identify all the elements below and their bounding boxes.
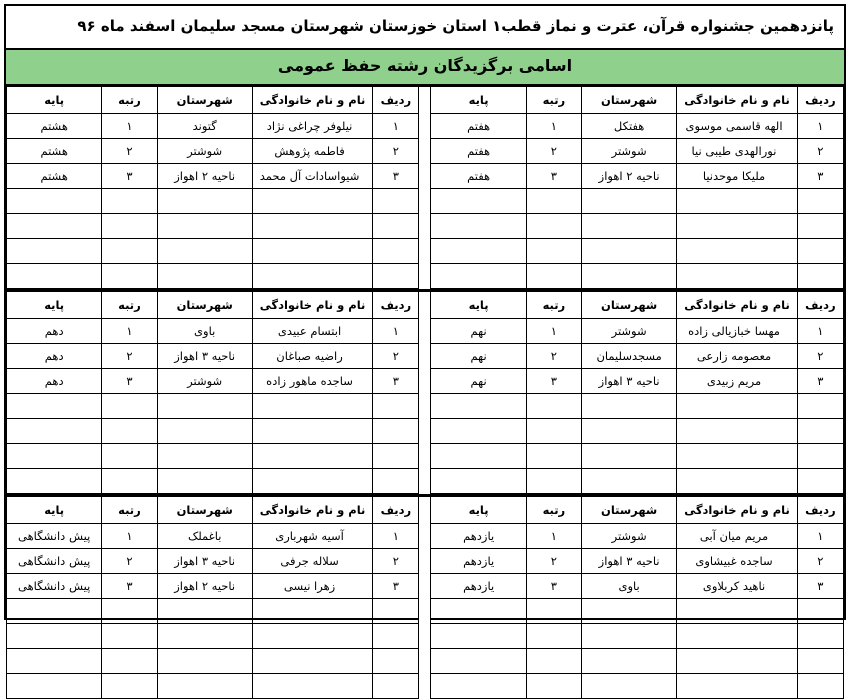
column-header-grade: پایه — [431, 87, 526, 114]
cell-city: شوشتر — [157, 139, 252, 164]
cell-city: ناحیه ۳ اهواز — [581, 369, 676, 394]
cell-row: ۳ — [797, 574, 843, 599]
cell-grade — [431, 599, 526, 624]
cell-grade — [431, 239, 526, 264]
table-row — [7, 549, 844, 574]
cell-city — [581, 189, 676, 214]
section-divider — [419, 497, 431, 524]
cell-rank — [102, 394, 157, 419]
cell-city — [157, 394, 252, 419]
cell-name — [252, 469, 372, 494]
cell-row: ۲ — [797, 344, 843, 369]
column-header-city: شهرستان — [157, 292, 252, 319]
cell-grade — [7, 189, 102, 214]
cell-city: شوشتر — [581, 524, 676, 549]
section-divider — [419, 599, 431, 624]
cell-name: ساجده غبیشاوی — [677, 549, 797, 574]
cell-name — [252, 649, 372, 674]
cell-row — [373, 214, 419, 239]
cell-rank — [526, 239, 581, 264]
cell-rank — [526, 264, 581, 289]
cell-grade — [431, 444, 526, 469]
cell-city: باغملک — [157, 524, 252, 549]
cell-rank — [526, 624, 581, 649]
cell-grade — [7, 239, 102, 264]
cell-grade: یازدهم — [431, 524, 526, 549]
section-divider — [419, 239, 431, 264]
cell-name — [252, 264, 372, 289]
table-row — [7, 574, 844, 599]
cell-name — [252, 239, 372, 264]
cell-grade — [431, 674, 526, 699]
cell-name — [252, 214, 372, 239]
cell-grade — [7, 469, 102, 494]
results-sheet — [4, 4, 846, 620]
cell-city — [157, 674, 252, 699]
table-header-row — [7, 292, 844, 319]
cell-grade: هفتم — [431, 114, 526, 139]
column-header-city: شهرستان — [581, 497, 676, 524]
cell-rank: ۲ — [102, 344, 157, 369]
cell-row: ۳ — [373, 164, 419, 189]
table-row — [7, 239, 844, 264]
cell-rank: ۲ — [102, 549, 157, 574]
cell-city — [157, 264, 252, 289]
cell-city: ناحیه ۲ اهواز — [157, 164, 252, 189]
cell-name — [252, 624, 372, 649]
cell-name: ابتسام عبیدی — [252, 319, 372, 344]
cell-city — [157, 469, 252, 494]
cell-grade — [431, 624, 526, 649]
section-divider — [419, 214, 431, 239]
cell-name: نیلوفر چراغی نژاد — [252, 114, 372, 139]
column-header-name: نام و نام خانوادگی — [677, 292, 797, 319]
column-header-rank: رتبه — [102, 497, 157, 524]
cell-grade: نهم — [431, 369, 526, 394]
cell-grade — [7, 419, 102, 444]
cell-row: ۱ — [797, 524, 843, 549]
column-header-rank: رتبه — [526, 292, 581, 319]
cell-name — [677, 264, 797, 289]
cell-rank — [102, 239, 157, 264]
cell-rank: ۳ — [526, 164, 581, 189]
cell-name — [252, 444, 372, 469]
cell-name: مریم زبیدی — [677, 369, 797, 394]
results-sections — [6, 86, 844, 699]
cell-grade: هشتم — [7, 139, 102, 164]
cell-grade: دهم — [7, 369, 102, 394]
cell-row — [373, 649, 419, 674]
cell-row: ۳ — [373, 574, 419, 599]
section-divider — [419, 264, 431, 289]
table-row — [7, 264, 844, 289]
section-divider — [419, 574, 431, 599]
cell-rank: ۳ — [526, 369, 581, 394]
column-header-name: نام و نام خانوادگی — [252, 497, 372, 524]
section-divider — [419, 674, 431, 699]
cell-row — [373, 469, 419, 494]
cell-name — [677, 394, 797, 419]
table-row — [7, 164, 844, 189]
cell-city: شوشتر — [157, 369, 252, 394]
cell-name: مهسا خبازیالی زاده — [677, 319, 797, 344]
results-table — [6, 496, 844, 699]
section-divider — [419, 549, 431, 574]
cell-city — [581, 674, 676, 699]
cell-row — [797, 189, 843, 214]
cell-grade: هشتم — [7, 114, 102, 139]
section-divider — [419, 189, 431, 214]
table-row — [7, 319, 844, 344]
cell-rank — [102, 264, 157, 289]
cell-name: ساجده ماهور زاده — [252, 369, 372, 394]
cell-rank — [526, 444, 581, 469]
cell-name — [677, 419, 797, 444]
cell-rank: ۱ — [526, 524, 581, 549]
cell-rank — [526, 394, 581, 419]
cell-grade: پیش دانشگاهی — [7, 524, 102, 549]
column-header-name: نام و نام خانوادگی — [677, 87, 797, 114]
section-divider — [419, 319, 431, 344]
cell-name — [677, 649, 797, 674]
column-header-row: ردیف — [797, 292, 843, 319]
cell-row: ۱ — [797, 114, 843, 139]
column-header-row: ردیف — [797, 87, 843, 114]
column-header-name: نام و نام خانوادگی — [252, 87, 372, 114]
cell-row — [373, 419, 419, 444]
section-divider — [419, 344, 431, 369]
table-row — [7, 674, 844, 699]
cell-row — [373, 444, 419, 469]
cell-name — [252, 674, 372, 699]
cell-grade — [7, 649, 102, 674]
cell-rank — [526, 599, 581, 624]
cell-rank: ۱ — [102, 524, 157, 549]
cell-name — [252, 394, 372, 419]
cell-name — [677, 674, 797, 699]
cell-rank — [102, 444, 157, 469]
cell-grade: پیش دانشگاهی — [7, 574, 102, 599]
results-section — [6, 291, 844, 496]
table-row — [7, 394, 844, 419]
results-table — [6, 86, 844, 289]
table-row — [7, 419, 844, 444]
cell-row — [797, 444, 843, 469]
cell-city: باوی — [157, 319, 252, 344]
cell-row — [797, 599, 843, 624]
cell-rank — [102, 189, 157, 214]
cell-city: ناحیه ۳ اهواز — [157, 549, 252, 574]
cell-name: نورالهدی طیبی نیا — [677, 139, 797, 164]
column-header-grade: پایه — [431, 497, 526, 524]
cell-rank — [102, 214, 157, 239]
cell-city — [157, 624, 252, 649]
cell-city — [581, 394, 676, 419]
table-row — [7, 524, 844, 549]
results-section — [6, 86, 844, 291]
cell-grade: نهم — [431, 344, 526, 369]
cell-city — [581, 419, 676, 444]
cell-row — [373, 599, 419, 624]
cell-city — [157, 419, 252, 444]
column-header-city: شهرستان — [581, 292, 676, 319]
column-header-rank: رتبه — [102, 87, 157, 114]
column-header-city: شهرستان — [581, 87, 676, 114]
cell-rank — [102, 674, 157, 699]
cell-name: مریم میان آبی — [677, 524, 797, 549]
cell-grade: دهم — [7, 344, 102, 369]
cell-row — [797, 624, 843, 649]
cell-row: ۱ — [797, 319, 843, 344]
table-row — [7, 649, 844, 674]
table-row — [7, 214, 844, 239]
cell-name: شیواسادات آل محمد — [252, 164, 372, 189]
section-divider — [419, 649, 431, 674]
cell-name: ناهید کربلاوی — [677, 574, 797, 599]
cell-grade: هفتم — [431, 139, 526, 164]
section-divider — [419, 114, 431, 139]
cell-city: ناحیه ۳ اهواز — [157, 344, 252, 369]
cell-row: ۲ — [373, 549, 419, 574]
cell-rank: ۲ — [526, 139, 581, 164]
table-row — [7, 444, 844, 469]
cell-city — [581, 264, 676, 289]
results-section — [6, 496, 844, 699]
cell-rank: ۲ — [102, 139, 157, 164]
column-header-row: ردیف — [373, 497, 419, 524]
cell-name — [252, 189, 372, 214]
cell-grade: پیش دانشگاهی — [7, 549, 102, 574]
cell-row: ۲ — [797, 549, 843, 574]
cell-city — [157, 649, 252, 674]
cell-name — [677, 599, 797, 624]
cell-grade: یازدهم — [431, 574, 526, 599]
cell-row — [797, 264, 843, 289]
column-header-grade: پایه — [7, 87, 102, 114]
page-title: پانزدهمین جشنواره قرآن، عترت و نماز قطب۱ استان خوزستان شهرستان مسجد سلیمان اسفند ماه ۹۶ — [6, 6, 844, 50]
cell-row: ۲ — [373, 344, 419, 369]
cell-name — [252, 599, 372, 624]
results-table — [6, 291, 844, 494]
column-header-grade: پایه — [7, 292, 102, 319]
cell-city — [157, 444, 252, 469]
cell-grade: یازدهم — [431, 549, 526, 574]
cell-grade: هفتم — [431, 164, 526, 189]
cell-name: سلاله جرفی — [252, 549, 372, 574]
cell-name — [677, 189, 797, 214]
cell-city — [581, 239, 676, 264]
column-header-row: ردیف — [373, 87, 419, 114]
cell-row — [797, 394, 843, 419]
cell-row — [373, 624, 419, 649]
cell-city — [581, 469, 676, 494]
cell-grade — [431, 264, 526, 289]
section-divider — [419, 394, 431, 419]
cell-city: شوشتر — [581, 319, 676, 344]
cell-grade — [7, 624, 102, 649]
cell-grade — [7, 674, 102, 699]
cell-grade: دهم — [7, 319, 102, 344]
cell-grade — [431, 419, 526, 444]
cell-name: راضیه صباغان — [252, 344, 372, 369]
cell-city: ناحیه ۲ اهواز — [157, 574, 252, 599]
column-header-row: ردیف — [797, 497, 843, 524]
cell-grade — [431, 189, 526, 214]
cell-grade — [431, 649, 526, 674]
cell-rank — [102, 649, 157, 674]
cell-rank: ۲ — [526, 344, 581, 369]
cell-row: ۱ — [373, 319, 419, 344]
section-divider — [419, 139, 431, 164]
cell-row: ۲ — [373, 139, 419, 164]
cell-grade — [7, 444, 102, 469]
cell-rank — [526, 419, 581, 444]
cell-rank — [102, 469, 157, 494]
cell-name — [677, 239, 797, 264]
cell-rank: ۱ — [526, 114, 581, 139]
column-header-rank: رتبه — [526, 497, 581, 524]
cell-row: ۲ — [797, 139, 843, 164]
cell-city: هفتکل — [581, 114, 676, 139]
cell-name — [252, 419, 372, 444]
cell-rank — [526, 469, 581, 494]
cell-rank — [526, 674, 581, 699]
cell-name: ملیکا موحدنیا — [677, 164, 797, 189]
cell-grade: نهم — [431, 319, 526, 344]
cell-row: ۱ — [373, 524, 419, 549]
table-row — [7, 469, 844, 494]
cell-rank: ۲ — [526, 549, 581, 574]
cell-row: ۳ — [373, 369, 419, 394]
cell-city: باوی — [581, 574, 676, 599]
table-row — [7, 624, 844, 649]
table-header-row — [7, 497, 844, 524]
cell-city — [157, 189, 252, 214]
cell-city — [581, 624, 676, 649]
cell-rank — [526, 189, 581, 214]
table-row — [7, 114, 844, 139]
cell-city — [157, 239, 252, 264]
cell-rank: ۳ — [102, 369, 157, 394]
cell-grade — [7, 264, 102, 289]
table-row — [7, 139, 844, 164]
cell-rank: ۱ — [102, 114, 157, 139]
cell-grade — [431, 469, 526, 494]
cell-row: ۳ — [797, 164, 843, 189]
cell-row: ۱ — [373, 114, 419, 139]
cell-city: ناحیه ۳ اهواز — [581, 549, 676, 574]
cell-rank — [526, 214, 581, 239]
page-subtitle: اسامی برگزیدگان رشته حفظ عمومی — [6, 50, 844, 86]
cell-rank: ۳ — [102, 164, 157, 189]
cell-name — [677, 444, 797, 469]
cell-city: گتوند — [157, 114, 252, 139]
cell-city: مسجدسلیمان — [581, 344, 676, 369]
cell-row — [797, 239, 843, 264]
cell-row — [797, 674, 843, 699]
cell-row: ۳ — [797, 369, 843, 394]
cell-city: شوشتر — [581, 139, 676, 164]
cell-row — [373, 394, 419, 419]
cell-row — [797, 649, 843, 674]
column-header-city: شهرستان — [157, 497, 252, 524]
section-divider — [419, 469, 431, 494]
cell-row — [797, 469, 843, 494]
table-row — [7, 189, 844, 214]
section-divider — [419, 369, 431, 394]
section-divider — [419, 164, 431, 189]
cell-name — [677, 624, 797, 649]
cell-city — [581, 599, 676, 624]
cell-row — [797, 419, 843, 444]
cell-city — [581, 444, 676, 469]
column-header-city: شهرستان — [157, 87, 252, 114]
cell-city — [581, 649, 676, 674]
column-header-rank: رتبه — [102, 292, 157, 319]
cell-grade — [431, 394, 526, 419]
cell-name — [677, 469, 797, 494]
cell-grade — [7, 394, 102, 419]
column-header-grade: پایه — [7, 497, 102, 524]
cell-rank: ۱ — [526, 319, 581, 344]
cell-name: الهه قاسمی موسوی — [677, 114, 797, 139]
cell-city — [157, 214, 252, 239]
column-header-grade: پایه — [431, 292, 526, 319]
cell-row — [797, 214, 843, 239]
cell-city — [157, 599, 252, 624]
column-header-name: نام و نام خانوادگی — [252, 292, 372, 319]
cell-grade — [7, 214, 102, 239]
cell-rank — [102, 624, 157, 649]
cell-row — [373, 189, 419, 214]
cell-city — [581, 214, 676, 239]
cell-name: معصومه زارعی — [677, 344, 797, 369]
section-divider — [419, 524, 431, 549]
cell-row — [373, 264, 419, 289]
cell-name: زهرا نیسی — [252, 574, 372, 599]
section-divider — [419, 419, 431, 444]
cell-city: ناحیه ۲ اهواز — [581, 164, 676, 189]
cell-name — [677, 214, 797, 239]
cell-rank — [526, 649, 581, 674]
section-divider — [419, 444, 431, 469]
cell-rank: ۳ — [526, 574, 581, 599]
cell-name: فاطمه پژوهش — [252, 139, 372, 164]
cell-row — [373, 239, 419, 264]
cell-rank — [102, 419, 157, 444]
section-divider — [419, 87, 431, 114]
cell-rank: ۱ — [102, 319, 157, 344]
column-header-row: ردیف — [373, 292, 419, 319]
cell-grade — [431, 214, 526, 239]
table-row — [7, 344, 844, 369]
cell-rank: ۳ — [102, 574, 157, 599]
cell-grade — [7, 599, 102, 624]
cell-rank — [102, 599, 157, 624]
table-header-row — [7, 87, 844, 114]
table-row — [7, 369, 844, 394]
column-header-rank: رتبه — [526, 87, 581, 114]
section-divider — [419, 292, 431, 319]
cell-name: آسیه شهرباری — [252, 524, 372, 549]
column-header-name: نام و نام خانوادگی — [677, 497, 797, 524]
table-row — [7, 599, 844, 624]
cell-grade: هشتم — [7, 164, 102, 189]
section-divider — [419, 624, 431, 649]
cell-row — [373, 674, 419, 699]
